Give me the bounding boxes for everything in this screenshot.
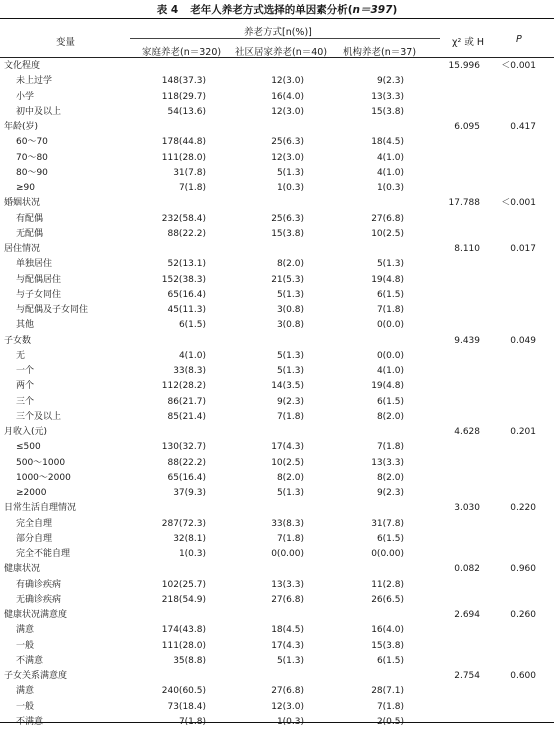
row-label: 健康状况 [4, 564, 41, 575]
cell-community: 1(0.3) [276, 716, 304, 727]
cell-chi: 8.110 [454, 244, 480, 254]
cell-home: 73(18.4) [167, 701, 206, 712]
cell-community: 25(6.3) [271, 213, 304, 224]
cell-home: 178(44.8) [161, 137, 206, 148]
row-label: 年龄(岁) [4, 122, 39, 132]
cell-home: 33(8.3) [173, 366, 206, 376]
cell-home: 54(13.6) [167, 106, 206, 117]
cell-community: 27(6.8) [271, 686, 304, 697]
cell-institution: 13(3.3) [371, 91, 404, 102]
cell-home: 32(8.1) [173, 533, 206, 544]
cell-community: 16(4.0) [271, 91, 304, 102]
cell-p: 0.960 [510, 564, 536, 575]
row-label: 三个 [16, 396, 35, 407]
cell-institution: 4(1.0) [376, 152, 404, 163]
cell-institution: 6(1.5) [376, 655, 404, 666]
row-label: 健康状况满意度 [4, 610, 68, 620]
row-label: 子女数 [4, 335, 32, 346]
cell-institution: 4(1.0) [376, 366, 404, 376]
row-label: 无 [16, 350, 26, 361]
cell-community: 12(3.0) [271, 152, 304, 163]
row-label: 单独居住 [16, 259, 53, 270]
cell-institution: 8(2.0) [376, 411, 404, 422]
row-label: 无确诊疾病 [16, 594, 62, 605]
cell-community: 9(2.3) [276, 396, 304, 407]
cell-community: 12(3.0) [271, 701, 304, 712]
cell-home: 287(72.3) [161, 518, 206, 529]
row-label: 与配偶及子女同住 [16, 305, 89, 315]
row-label: 不满意 [16, 655, 44, 666]
cell-community: 5(1.3) [276, 655, 304, 666]
cell-home: 65(16.4) [167, 472, 206, 483]
cell-community: 12(3.0) [271, 76, 304, 87]
row-label: 部分自理 [16, 533, 53, 544]
cell-p: ＜0.001 [501, 198, 536, 209]
cell-home: 130(32.7) [161, 442, 206, 453]
cell-institution: 2(0.5) [376, 716, 404, 727]
cell-chi: 2.754 [454, 671, 480, 681]
row-label: 80～90 [16, 167, 48, 178]
row-label: ≥90 [16, 183, 35, 193]
cell-home: 102(25.7) [161, 579, 206, 590]
cell-home: 6(1.5) [178, 320, 206, 331]
cell-institution: 0(0.0) [376, 350, 404, 361]
cell-community: 8(2.0) [276, 472, 304, 483]
row-label: 婚姻状况 [4, 198, 41, 209]
header-subrule [130, 38, 440, 39]
cell-home: 232(58.4) [161, 213, 206, 224]
cell-home: 45(11.3) [167, 305, 206, 315]
cell-community: 13(3.3) [271, 579, 304, 590]
cell-institution: 0(0.00) [371, 549, 404, 559]
cell-chi: 15.996 [448, 61, 480, 71]
cell-home: 88(22.2) [167, 228, 206, 239]
cell-p: 0.201 [510, 427, 536, 437]
cell-community: 0(0.00) [271, 549, 304, 559]
cell-chi: 6.095 [454, 122, 480, 132]
cell-institution: 16(4.0) [371, 625, 404, 636]
cell-home: 218(54.9) [161, 594, 206, 605]
cell-home: 7(1.8) [178, 183, 206, 193]
cell-chi: 9.439 [454, 335, 480, 346]
header-variable: 变量 [56, 37, 76, 48]
cell-institution: 7(1.8) [376, 701, 404, 712]
cell-home: 118(29.7) [161, 91, 206, 102]
row-label: 初中及以上 [16, 106, 62, 117]
header-group: 养老方式[n(%)] [244, 27, 312, 38]
cell-community: 12(3.0) [271, 106, 304, 117]
cell-institution: 4(1.0) [376, 167, 404, 178]
cell-institution: 28(7.1) [371, 686, 404, 697]
bottom-rule [0, 722, 554, 723]
cell-community: 5(1.3) [276, 167, 304, 178]
cell-institution: 15(3.8) [371, 640, 404, 651]
cell-home: 240(60.5) [161, 686, 206, 697]
cell-institution: 9(2.3) [376, 76, 404, 87]
cell-p: 0.017 [510, 244, 536, 254]
caption-title: 老年人养老方式选择的单因素分析( [190, 4, 353, 16]
cell-institution: 1(0.3) [376, 183, 404, 193]
cell-community: 3(0.8) [276, 305, 304, 315]
row-label: 子女关系满意度 [4, 671, 68, 681]
table-caption [0, 2, 554, 17]
cell-home: 52(13.1) [167, 259, 206, 270]
cell-institution: 26(6.5) [371, 594, 404, 605]
cell-home: 37(9.3) [173, 488, 206, 498]
cell-institution: 5(1.3) [376, 259, 404, 270]
cell-p: 0.600 [510, 671, 536, 681]
row-label: 一个 [16, 366, 35, 376]
row-label: 60～70 [16, 137, 48, 148]
cell-home: 148(37.3) [161, 76, 206, 87]
cell-chi: 17.788 [448, 198, 480, 209]
row-label: 一般 [16, 701, 35, 712]
header-chi: χ² 或 H [452, 37, 484, 48]
cell-community: 17(4.3) [271, 442, 304, 453]
row-label: 70～80 [16, 152, 48, 163]
cell-community: 7(1.8) [276, 411, 304, 422]
row-label: 小学 [16, 91, 35, 102]
cell-home: 7(1.8) [178, 716, 206, 727]
cell-community: 14(3.5) [271, 381, 304, 392]
cell-home: 1(0.3) [178, 549, 206, 559]
cell-community: 5(1.3) [276, 366, 304, 376]
cell-community: 5(1.3) [276, 350, 304, 361]
cell-community: 15(3.8) [271, 228, 304, 239]
row-label: 其他 [16, 320, 35, 331]
cell-community: 25(6.3) [271, 137, 304, 148]
caption-n: n＝397 [352, 4, 393, 16]
header-rule [0, 57, 554, 58]
cell-institution: 19(4.8) [371, 381, 404, 392]
row-label: 不满意 [16, 716, 44, 727]
cell-institution: 11(2.8) [371, 579, 404, 590]
cell-institution: 6(1.5) [376, 396, 404, 407]
cell-institution: 7(1.8) [376, 442, 404, 453]
cell-home: 35(8.8) [173, 655, 206, 666]
cell-institution: 6(1.5) [376, 533, 404, 544]
row-label: 一般 [16, 640, 35, 651]
row-label: 与配偶居住 [16, 274, 62, 285]
cell-home: 111(28.0) [161, 152, 206, 163]
row-label: 无配偶 [16, 228, 44, 239]
cell-home: 174(43.8) [161, 625, 206, 636]
cell-home: 4(1.0) [178, 350, 206, 361]
cell-institution: 18(4.5) [371, 137, 404, 148]
cell-p: 0.220 [510, 503, 536, 514]
top-rule [0, 18, 554, 19]
row-label: 文化程度 [4, 61, 41, 71]
cell-community: 3(0.8) [276, 320, 304, 331]
cell-home: 85(21.4) [167, 411, 206, 422]
cell-chi: 4.628 [454, 427, 480, 437]
row-label: 三个及以上 [16, 411, 62, 422]
row-label: 完全不能自理 [16, 549, 71, 559]
row-label: 日常生活自理情况 [4, 503, 77, 514]
row-label: 1000～2000 [16, 472, 71, 483]
row-label: 有配偶 [16, 213, 44, 224]
cell-community: 7(1.8) [276, 533, 304, 544]
cell-community: 1(0.3) [276, 183, 304, 193]
cell-p: 0.049 [510, 335, 536, 346]
cell-institution: 10(2.5) [371, 228, 404, 239]
cell-institution: 31(7.8) [371, 518, 404, 529]
cell-institution: 13(3.3) [371, 457, 404, 468]
header-community: 社区居家养老(n＝40) [235, 47, 328, 58]
cell-home: 88(22.2) [167, 457, 206, 468]
cell-home: 65(16.4) [167, 289, 206, 300]
cell-institution: 19(4.8) [371, 274, 404, 285]
row-label: 满意 [16, 625, 35, 636]
cell-community: 8(2.0) [276, 259, 304, 270]
cell-home: 86(21.7) [167, 396, 206, 407]
header-p: P [516, 34, 522, 45]
caption-close: ) [392, 4, 398, 16]
cell-community: 17(4.3) [271, 640, 304, 651]
cell-community: 10(2.5) [271, 457, 304, 468]
cell-institution: 9(2.3) [376, 488, 404, 498]
row-label: 两个 [16, 381, 35, 392]
cell-home: 31(7.8) [173, 167, 206, 178]
cell-institution: 27(6.8) [371, 213, 404, 224]
cell-institution: 6(1.5) [376, 289, 404, 300]
cell-chi: 2.694 [454, 610, 480, 620]
caption-label: 表 4 [156, 4, 179, 16]
table-row [0, 716, 554, 733]
header-home: 家庭养老(n＝320) [142, 47, 222, 58]
cell-institution: 8(2.0) [376, 472, 404, 483]
cell-community: 18(4.5) [271, 625, 304, 636]
cell-home: 152(38.3) [161, 274, 206, 285]
row-label: ≥2000 [16, 488, 47, 498]
row-label: ≤500 [16, 442, 41, 453]
cell-community: 27(6.8) [271, 594, 304, 605]
cell-chi: 0.082 [454, 564, 480, 575]
row-label: 与子女同住 [16, 289, 62, 300]
row-label: 未上过学 [16, 76, 53, 87]
cell-institution: 0(0.0) [376, 320, 404, 331]
cell-home: 111(28.0) [161, 640, 206, 651]
row-label: 有确诊疾病 [16, 579, 62, 590]
cell-p: 0.260 [510, 610, 536, 620]
header-institution: 机构养老(n＝37) [343, 47, 417, 58]
cell-community: 21(5.3) [271, 274, 304, 285]
row-label: 满意 [16, 686, 35, 697]
cell-p: ＜0.001 [501, 61, 536, 71]
cell-institution: 7(1.8) [376, 305, 404, 315]
row-label: 月收入(元) [4, 427, 48, 437]
cell-community: 5(1.3) [276, 289, 304, 300]
cell-home: 112(28.2) [161, 381, 206, 392]
cell-community: 5(1.3) [276, 488, 304, 498]
row-label: 居住情况 [4, 244, 41, 254]
cell-community: 33(8.3) [271, 518, 304, 529]
cell-chi: 3.030 [454, 503, 480, 514]
row-label: 完全自理 [16, 518, 53, 529]
row-label: 500～1000 [16, 457, 66, 468]
cell-p: 0.417 [510, 122, 536, 132]
cell-institution: 15(3.8) [371, 106, 404, 117]
